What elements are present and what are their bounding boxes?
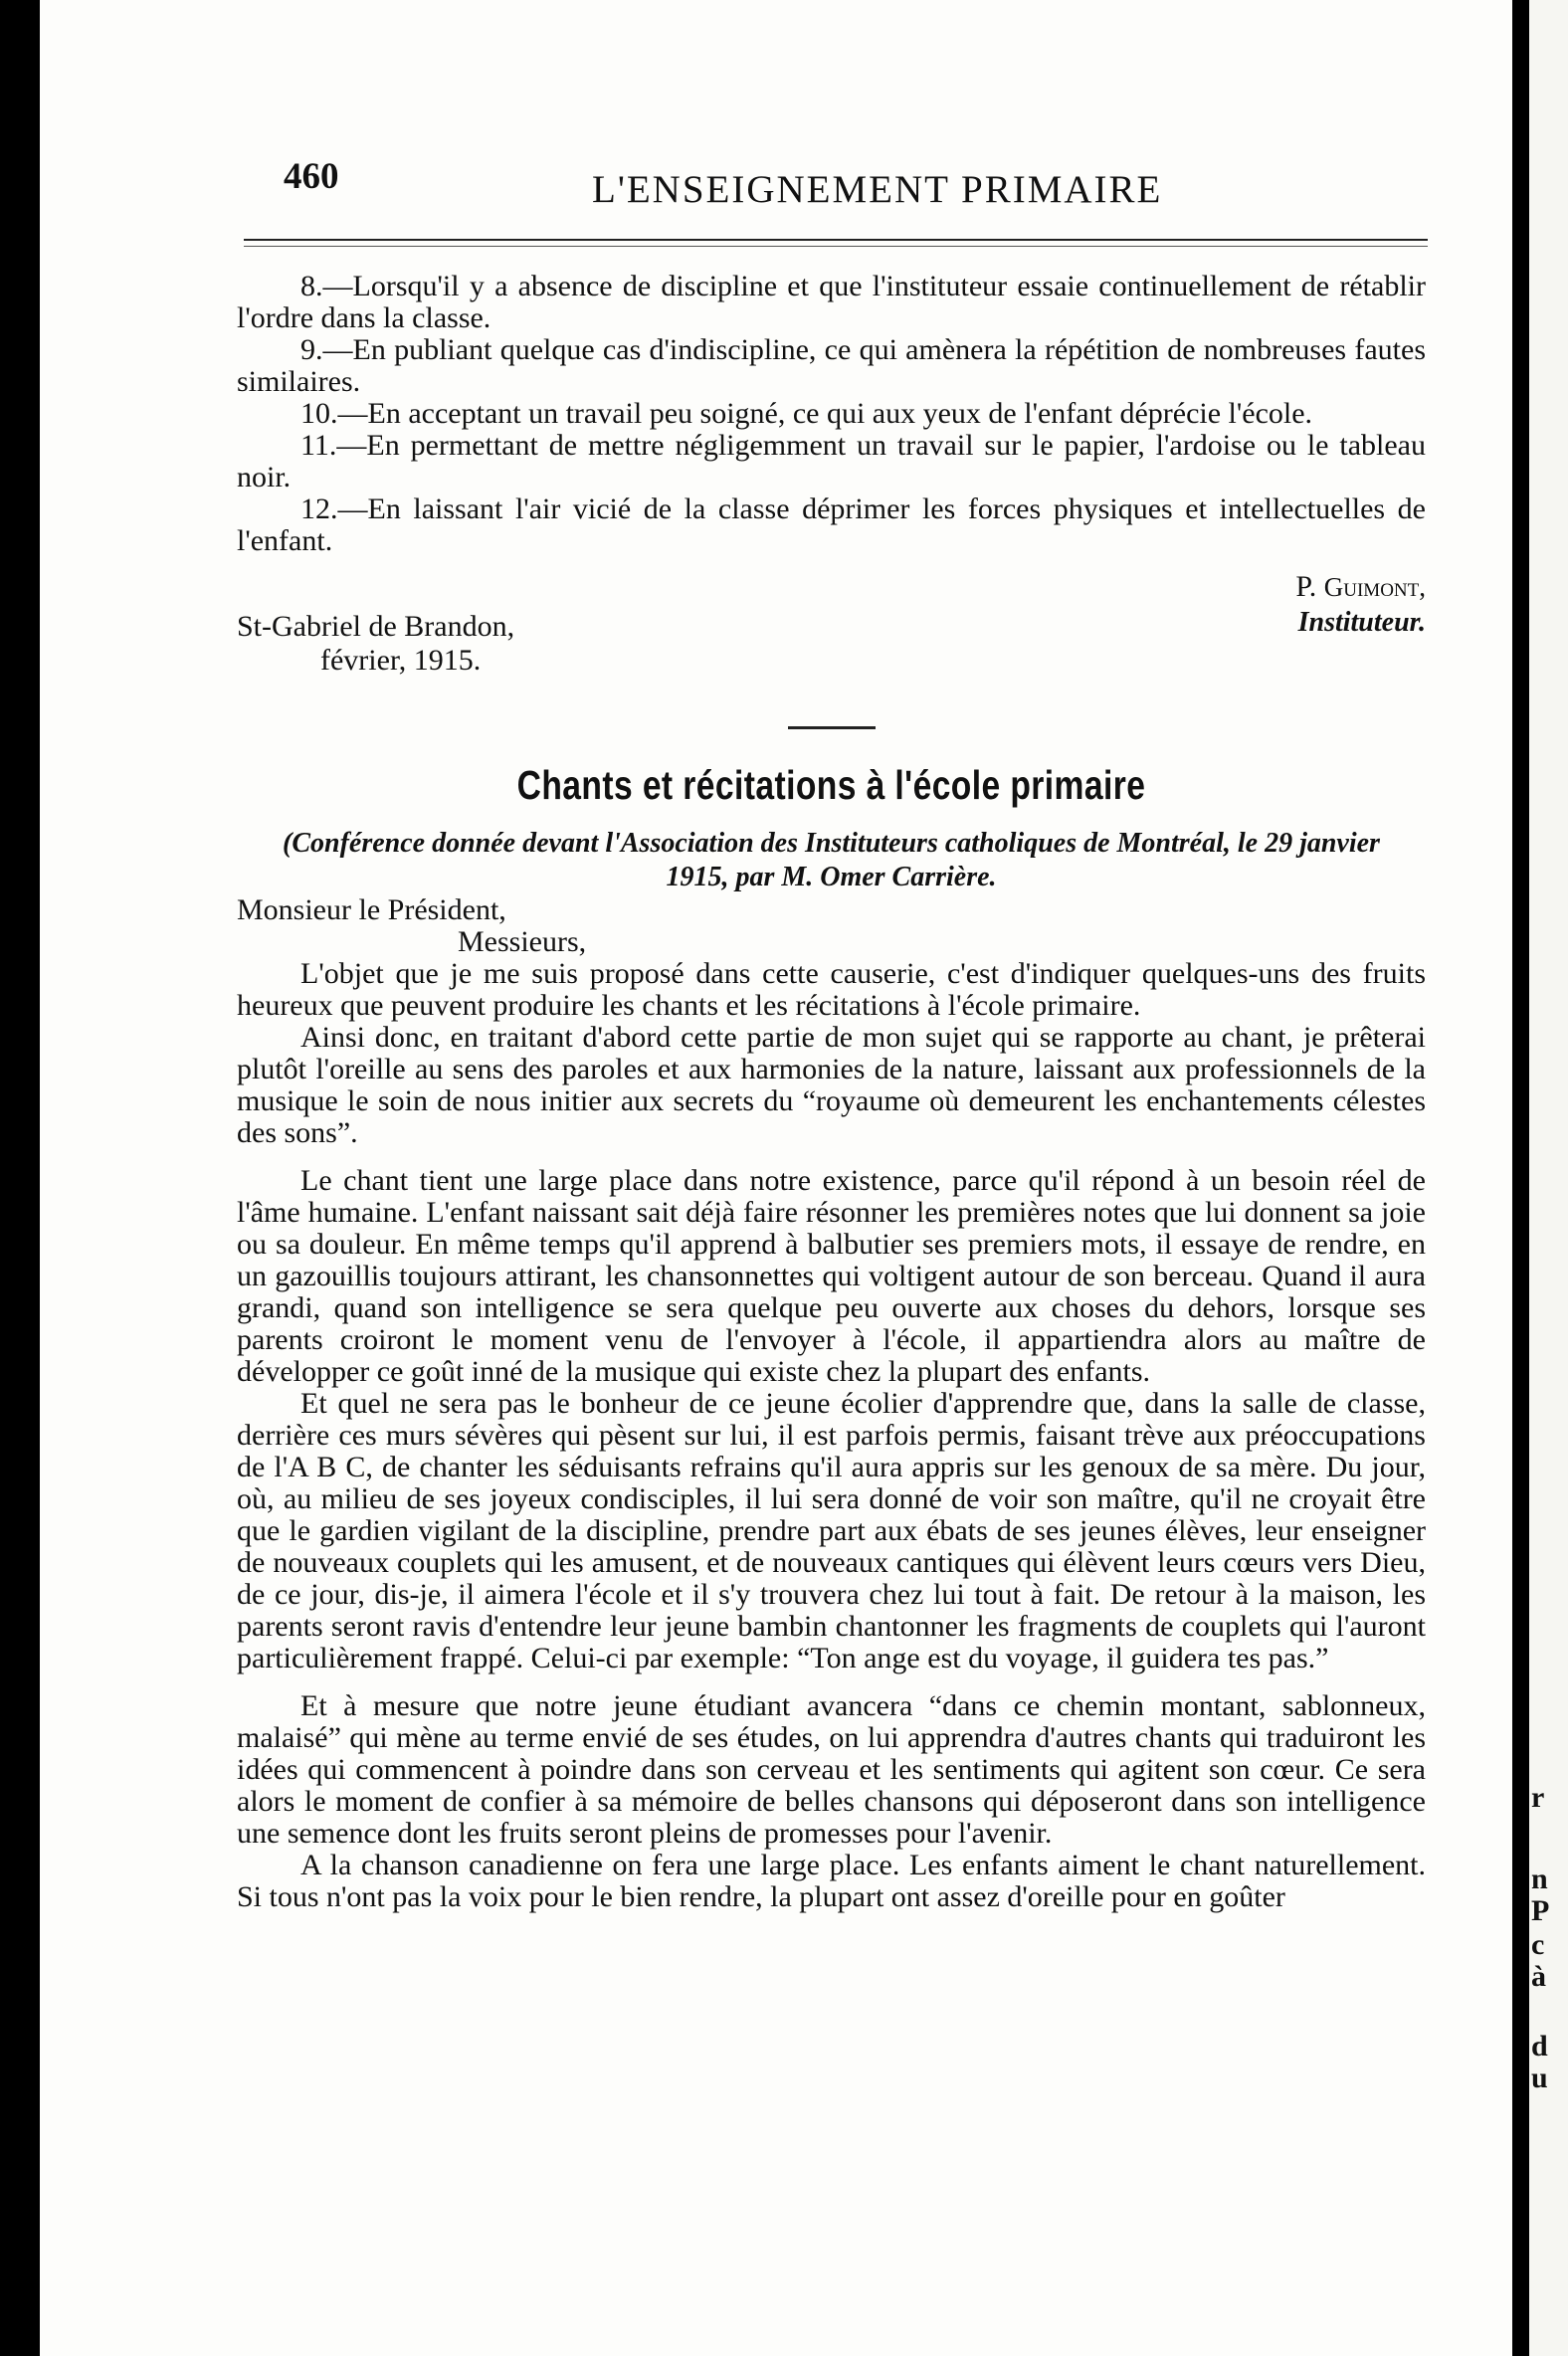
author-role: Instituteur. [1297,607,1426,638]
facing-page-edge [1529,0,1568,2356]
list-item: 11.—En permettant de mettre négligemment un travail sur le papier, l'ardoise ou le tableau noir. [237,429,1426,493]
paragraph: L'objet que je me suis proposé dans cette causerie, c'est d'indiquer quelques-uns des fruits heureux que peuvent produire les chants et les récitations à l'école primaire. [237,957,1426,1022]
facing-fragment: r [1531,1781,1545,1814]
facing-fragment: c [1531,1928,1545,1961]
paragraph: Le chant tient une large place dans notre existence, parce qu'il répond à un besoin réel de l'âme humaine. L'enfant naissant sait déjà faire résonner les premières notes que lui donnent sa joie ou sa douleur. En même temps qu'il apprend à balbutier ses premiers mots, il essaye de rendre, en un gazouillis toujours attirant, les chansonnettes qui voltigent autour de son berceau. Quand il aura grandi, quand son intelligence se sera quelque peu ouverte aux choses du dehors, lorsque ses parents croiront le moment venu de l'envoyer à l'école, il appartiendra alors au maître de développer ce goût inné de la musique qui existe chez la plupart des enfants. [237,1164,1426,1388]
salutation: Monsieur le Président, [237,893,506,926]
facing-fragment: d [1531,2030,1548,2062]
section-separator [788,726,876,729]
facing-fragment: u [1531,2062,1548,2094]
facing-fragment: n [1531,1863,1548,1895]
article-subtitle: (Conférence donnée devant l'Association des Instituteurs catholiques de Montréal, le 29 janvier 1915, par M. Omer Carrière. [283,828,1380,892]
page-header [284,147,1418,211]
list-item: 10.—En acceptant un travail peu soigné, ce qui aux yeux de l'enfant déprécie l'école. [300,397,1313,430]
signature-place: St-Gabriel de Brandon, [237,610,515,643]
list-item: 8.—Lorsqu'il y a absence de discipline et que l'instituteur essaie continuellement de rétablir l'ordre dans la classe. [237,270,1426,334]
page-body [237,271,1426,1913]
facing-fragment: P [1531,1894,1550,1927]
running-head: L'ENSEIGNEMENT PRIMAIRE [592,168,1163,211]
paragraph: Et à mesure que notre jeune étudiant avancera “dans ce chemin montant, sablonneux, malaisé” qui mène au terme envié de ses études, on lui apprendra d'autres chants qui traduiront les idées qui commencent à poindre dans son cerveau et les sentiments qui agitent son cœur. Ce sera alors le moment de confier à sa mémoire de belles chansons qui déposeront dans son intelligence une semence dont les fruits seront pleins de promesses pour l'avenir. [237,1689,1426,1850]
author-name: P. Guimont, [1295,570,1426,603]
article-title: Chants et récitations à l'école primaire [516,762,1146,808]
header-rule-thin [244,246,1428,247]
paragraph: Ainsi donc, en traitant d'abord cette partie de mon sujet qui se rapporte au chant, je prêterai plutôt l'oreille au sens des paroles et aux harmonies de la nature, laissant aux professionnels de la musique le soin de nous initier aux secrets du “royaume où demeurent les enchantements célestes des sons”. [237,1021,1426,1149]
list-item: 9.—En publiant quelque cas d'indiscipline, ce qui amènera la répétition de nombreuses fautes similaires. [237,333,1426,398]
salutation: Messieurs, [458,925,587,958]
facing-fragment: à [1531,1960,1546,1993]
header-rule [244,239,1428,241]
signature-block [237,565,1426,677]
paragraph: Et quel ne sera pas le bonheur de ce jeune écolier d'apprendre que, dans la salle de classe, derrière ces murs sévères qui pèsent sur lui, il est parfois permis, faisant trève aux préoccupations de l'A B C, de chanter les séduisants refrains qu'il aura appris sur les genoux de sa mère. Du jour, où, au milieu de ses joyeux condisciples, il lui sera donné de voir son maître, qu'il ne croyait être que le gardien vigilant de la discipline, prendre part aux ébats de ses jeunes élèves, leur enseigner de nouveaux couplets qui les amusent, et de nouveaux cantiques qui élèvent leurs cœurs vers Dieu, de ce jour, dis-je, il aimera l'école et il s'y trouvera chez lui tout à fait. De retour à la maison, les parents seront ravis d'entendre leur jeune bambin chantonner les fragments de couplets qui l'auront particulièrement frappé. Celui-ci par exemple: “Ton ange est du voyage, il guidera tes pas.” [237,1387,1426,1674]
paragraph: A la chanson canadienne on fera une large place. Les enfants aiment le chant naturellement. Si tous n'ont pas la voix pour le bien rendre, la plupart ont assez d'oreille pour en goûter [237,1849,1426,1913]
page-number: 460 [284,156,339,197]
signature-date: février, 1915. [320,644,482,677]
list-item: 12.—En laissant l'air vicié de la classe déprimer les forces physiques et intellectuelles de l'enfant. [237,492,1426,557]
